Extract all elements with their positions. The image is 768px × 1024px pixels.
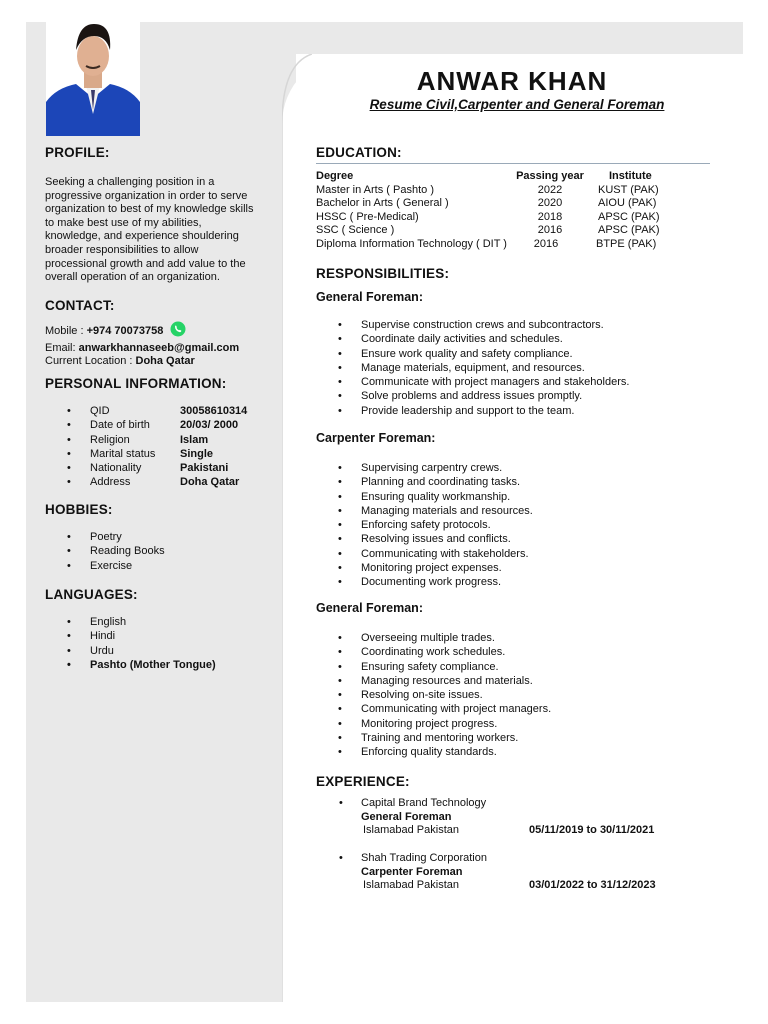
language-item: • English bbox=[45, 615, 216, 629]
list-item: • Planning and coordinating tasks. bbox=[316, 475, 533, 489]
hobby-item: • Poetry bbox=[45, 530, 165, 544]
list-item: • Monitoring project progress. bbox=[316, 717, 551, 731]
job-location: Islamabad Pakistan bbox=[363, 879, 459, 891]
personal-info-list bbox=[45, 404, 247, 490]
whatsapp-icon bbox=[170, 321, 186, 342]
institute-cell: KUST (PAK) bbox=[598, 183, 659, 196]
institute-cell: AIOU (PAK) bbox=[598, 197, 657, 209]
header-band bbox=[138, 22, 743, 54]
list-item: • Provide leadership and support to the team. bbox=[316, 404, 629, 418]
list-item: • Ensure work quality and safety compliance. bbox=[316, 347, 629, 361]
list-item: • Manage materials, equipment, and resources. bbox=[316, 361, 629, 375]
list-item: • Ensuring quality workmanship. bbox=[316, 490, 533, 504]
personal-info-item bbox=[45, 461, 247, 475]
education-divider bbox=[316, 163, 710, 164]
table-row bbox=[316, 238, 716, 252]
dob-label: Date of birth bbox=[90, 419, 150, 432]
year-cell: 2016 bbox=[533, 237, 559, 250]
list-item: • Documenting work progress. bbox=[316, 575, 533, 589]
email-address[interactable]: anwarkhannaseeb@gmail.com bbox=[78, 341, 240, 354]
dob-value: 20/03/ 2000 bbox=[180, 419, 239, 432]
personal-info-item bbox=[45, 447, 247, 461]
language-item: • Hindi bbox=[45, 629, 216, 643]
year-cell: 2018 bbox=[537, 210, 563, 223]
location-date-line bbox=[361, 879, 656, 893]
list-item: • Resolving on-site issues. bbox=[316, 688, 551, 702]
mobile-label: Mobile : bbox=[45, 325, 84, 337]
list-item: • Resolving issues and conflicts. bbox=[316, 532, 533, 546]
job-role: Carpenter Foreman bbox=[361, 865, 463, 878]
location-label: Current Location : bbox=[45, 355, 133, 368]
company-name: Capital Brand Technology bbox=[361, 797, 487, 809]
personal-info-heading: PERSONAL INFORMATION: bbox=[45, 376, 227, 391]
resume-subtitle: Resume Civil,Carpenter and General Foreman bbox=[369, 97, 665, 112]
bullet-icon: • bbox=[339, 852, 343, 864]
personal-info-item bbox=[45, 475, 247, 489]
general-foreman-2-list bbox=[316, 631, 551, 760]
education-table bbox=[316, 170, 716, 251]
list-item: • Supervising carpentry crews. bbox=[316, 461, 533, 475]
list-item: • Supervise construction crews and subcontractors. bbox=[316, 318, 629, 332]
hobbies-heading: HOBBIES: bbox=[45, 502, 113, 517]
profile-text: Seeking a challenging position in a progressive organization in order to serve organization to best of my knowledge skills to make best use of my abilities, knowledge, and experience shouldering broader responsibilities to allow processional growth and add value to the overall operation of an organization. bbox=[45, 176, 254, 284]
year-cell: 2016 bbox=[537, 224, 563, 236]
qid-label: QID bbox=[90, 405, 110, 417]
personal-info-item bbox=[45, 433, 247, 447]
language-item: • Urdu bbox=[45, 644, 216, 658]
location-value: Doha Qatar bbox=[135, 355, 195, 368]
list-item: • Ensuring safety compliance. bbox=[316, 660, 551, 674]
job-location: Islamabad Pakistan bbox=[363, 824, 459, 836]
personal-info-item bbox=[45, 418, 247, 432]
list-item: • Communicating with stakeholders. bbox=[316, 547, 533, 561]
general-foreman-list bbox=[316, 318, 629, 418]
list-item: • Managing resources and materials. bbox=[316, 674, 551, 688]
location-date-line bbox=[361, 824, 655, 838]
table-row bbox=[316, 224, 716, 238]
institute-header: Institute bbox=[609, 170, 652, 182]
hobbies-list bbox=[45, 530, 165, 573]
table-row bbox=[316, 211, 716, 225]
list-item: • Coordinating work schedules. bbox=[316, 645, 551, 659]
marital-value: Single bbox=[180, 447, 214, 460]
location-line bbox=[45, 355, 285, 369]
experience-item bbox=[339, 852, 656, 893]
degree-cell: Master in Arts ( Pashto ) bbox=[316, 183, 434, 196]
contact-block bbox=[45, 321, 285, 369]
mobile-line bbox=[45, 321, 285, 342]
religion-value: Islam bbox=[180, 433, 209, 446]
general-foreman-heading: General Foreman: bbox=[316, 290, 423, 304]
candidate-name: ANWAR KHAN bbox=[416, 66, 608, 96]
degree-cell: Diploma Information Technology ( DIT ) bbox=[316, 237, 507, 250]
company-name: Shah Trading Corporation bbox=[361, 852, 487, 864]
education-header-row bbox=[316, 170, 716, 184]
address-value: Doha Qatar bbox=[180, 476, 240, 489]
list-item: • Monitoring project expenses. bbox=[316, 561, 533, 575]
list-item: • Overseeing multiple trades. bbox=[316, 631, 551, 645]
language-item: • Pashto (Mother Tongue) bbox=[45, 658, 216, 672]
list-item: • Communicating with project managers. bbox=[316, 702, 551, 716]
institute-cell: APSC (PAK) bbox=[598, 224, 660, 236]
institute-cell: BTPE (PAK) bbox=[596, 237, 657, 250]
nationality-label: Nationality bbox=[90, 462, 142, 475]
list-item: • Coordinate daily activities and schedules. bbox=[316, 332, 629, 346]
profile-photo bbox=[46, 14, 140, 136]
email-line bbox=[45, 342, 285, 356]
email-label: Email: bbox=[45, 341, 76, 354]
qid-value: 30058610314 bbox=[180, 405, 248, 417]
degree-header: Degree bbox=[316, 170, 354, 182]
personal-info-item bbox=[45, 404, 247, 418]
hobby-item: • Reading Books bbox=[45, 544, 165, 558]
bullet-icon: • bbox=[339, 797, 343, 809]
job-dates: 05/11/2019 to 30/11/2021 bbox=[529, 824, 655, 836]
list-item: • Solve problems and address issues promptly. bbox=[316, 389, 629, 403]
nationality-value: Pakistani bbox=[180, 462, 229, 475]
job-role: General Foreman bbox=[361, 810, 452, 823]
panel-edge-shadow bbox=[282, 54, 312, 1002]
degree-cell: HSSC ( Pre-Medical) bbox=[316, 210, 419, 223]
list-item: • Enforcing safety protocols. bbox=[316, 518, 533, 532]
list-item: • Managing materials and resources. bbox=[316, 504, 533, 518]
list-item: • Training and mentoring workers. bbox=[316, 731, 551, 745]
year-header: Passing year bbox=[516, 170, 584, 182]
contact-heading: CONTACT: bbox=[45, 298, 115, 313]
religion-label: Religion bbox=[90, 433, 130, 446]
year-cell: 2022 bbox=[537, 183, 563, 196]
general-foreman-2-heading: General Foreman: bbox=[316, 601, 423, 615]
languages-list bbox=[45, 615, 216, 672]
responsibilities-heading: RESPONSIBILITIES: bbox=[316, 266, 450, 281]
year-cell: 2020 bbox=[537, 197, 563, 209]
carpenter-foreman-heading: Carpenter Foreman: bbox=[316, 431, 436, 445]
education-heading: EDUCATION: bbox=[316, 145, 402, 160]
table-row bbox=[316, 197, 716, 211]
list-item: • Enforcing quality standards. bbox=[316, 745, 551, 759]
languages-heading: LANGUAGES: bbox=[45, 587, 138, 602]
hobby-item: • Exercise bbox=[45, 559, 165, 573]
institute-cell: APSC (PAK) bbox=[598, 210, 660, 223]
marital-label: Marital status bbox=[90, 447, 156, 460]
carpenter-foreman-list bbox=[316, 461, 533, 590]
profile-heading: PROFILE: bbox=[45, 145, 110, 160]
degree-cell: SSC ( Science ) bbox=[316, 224, 395, 236]
list-item: • Communicate with project managers and stakeholders. bbox=[316, 375, 629, 389]
mobile-number[interactable]: +974 70073758 bbox=[86, 325, 164, 337]
address-label: Address bbox=[90, 476, 131, 489]
experience-heading: EXPERIENCE: bbox=[316, 774, 410, 789]
table-row bbox=[316, 184, 716, 198]
job-dates: 03/01/2022 to 31/12/2023 bbox=[529, 879, 656, 891]
experience-item bbox=[339, 797, 655, 838]
degree-cell: Bachelor in Arts ( General ) bbox=[316, 197, 449, 209]
